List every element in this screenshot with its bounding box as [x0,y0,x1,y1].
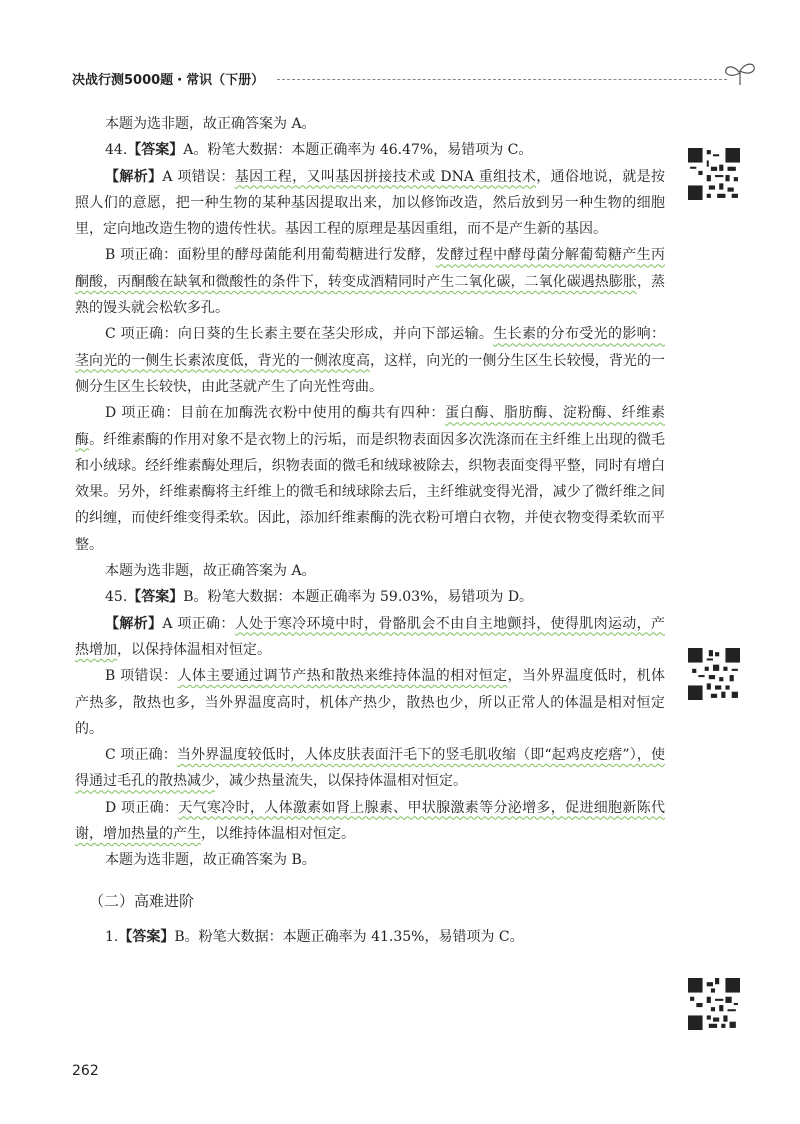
answer-text: B。粉笔大数据：本题正确率为 59.03%，易错项为 D。 [183,589,534,606]
answer-text: B。粉笔大数据：本题正确率为 41.35%，易错项为 C。 [174,928,524,945]
key-point: 人体主要通过调节产热和散热来维持体温的相对恒定 [177,668,508,685]
option-rest: ，通俗地说，就是按照人们的意愿，把一种生物的某种基因提取出来，加以修饰改造，然后放到另一种生物的细胞里，定向地改造生物的遗传性状。基因工程的原理是基因重组，而不是产生新的基因。 [75,168,666,238]
answer-tag: 【答案】 [127,142,184,159]
option-rest: ，以维持体温相对恒定。 [201,826,355,843]
answer-tag: 【答案】 [118,928,175,945]
key-point: 蛋白酶、脂肪酶、淀粉酶、纤维素酶 [75,405,665,448]
option-lead: B 项错误： [105,668,178,685]
option-rest: ，蒸熟的馒头就会松软多孔。 [75,273,666,317]
analysis-45-d [75,795,665,848]
question-number: 44. [105,142,128,159]
header-rule [277,79,727,80]
paragraph [75,558,665,584]
conclusion-text: 本题为选非题，故正确答案为 A。 [105,116,316,132]
analysis-45-a [75,611,665,664]
question-number: 45. [105,589,128,606]
option-rest: ，以保持体温相对恒定。 [117,641,271,658]
analysis-44-c [75,321,665,400]
answer-content [75,111,665,950]
key-point: 基因工程，又叫基因拼接技术或 DNA 重组技术 [234,168,537,185]
qr-code-icon [688,648,740,700]
key-point: 发酵过程中酵母菌分解葡萄糖产生丙酮酸，丙酮酸在缺氧和微酸性的条件下，转变成酒精同时产生二氧化碳，二氧化碳遇热膨胀 [75,247,665,290]
analysis-tag: 【解析】 [105,615,163,632]
section-title: （二）高难进阶 [89,891,195,910]
option-lead: D 项正确：目前在加酶洗衣粉中使用的酶共有四种： [105,405,446,422]
answer-44 [75,137,665,163]
option-rest: 。纤维素酶的作用对象不是衣物上的污垢，而是织物表面因多次洗涤而在主纤维上出现的微毛和小绒球。经纤维素酶处理后，织物表面的微毛和绒球被除去，织物表面变得平整，同时有增白效果。另外，纤维素酶将主纤维上的微毛和绒球除去后，主纤维就变得光滑，减少了微纤维之间的纠缠，而使纤维变得柔软。因此，添加纤维素酶的洗衣粉可增白衣物，并使衣物变得柔软而平整。 [75,431,666,553]
option-lead: C 项正确：向日葵的生长素主要在茎尖形成，并向下部运输。 [105,326,494,343]
header-title: 决战行测5000题・常识（下册） [72,73,265,88]
answer-text: A。粉笔大数据：本题正确率为 46.47%，易错项为 C。 [183,142,533,159]
page-number: 262 [72,1063,99,1079]
option-lead: C 项正确： [105,747,177,764]
option-lead: A 项正确： [162,615,235,632]
page-header [72,67,742,91]
analysis-tag: 【解析】 [105,168,163,185]
qr-code-icon [688,148,740,200]
key-point: 天气寒冷时，人体激素如肾上腺素、甲状腺激素等分泌增多，促进细胞新陈代谢，增加热量的产生 [75,799,665,843]
answer-45 [75,584,665,610]
key-point: 生长素的分布受光的影响：茎向光的一侧生长素浓度低，背光的一侧浓度高 [75,326,665,369]
paragraph [75,847,665,873]
qr-code-icon [688,978,740,1030]
sprout-icon [722,61,758,87]
key-point: 人处于寒冷环境中时，骨骼肌会不由自主地颤抖，使得肌肉运动，产热增加 [75,615,666,658]
answer-1 [75,924,665,950]
conclusion-text: 本题为选非题，故正确答案为 A。 [105,563,316,580]
option-lead: A 项错误： [162,168,235,185]
option-lead: B 项正确：面粉里的酵母菌能利用葡萄糖进行发酵， [105,247,436,264]
analysis-44-b [75,242,665,321]
conclusion-text: 本题为选非题，故正确答案为 B。 [105,852,316,869]
option-rest: ，当外界温度低时，机体产热多，散热也多，当外界温度高时，机体产热少，散热也少，所以正常人的体温是相对恒定的。 [75,668,666,737]
key-point: 当外界温度较低时，人体皮肤表面汗毛下的竖毛肌收缩（即“起鸡皮疙瘩”），使得通过毛孔的散热减少 [75,747,665,790]
option-rest: ，减少热量流失，以保持体温相对恒定。 [215,773,467,790]
question-number: 1. [105,928,119,945]
analysis-44-a [75,164,665,243]
paragraph [75,111,665,137]
analysis-45-c [75,742,665,795]
analysis-44-d [75,400,665,558]
option-rest: ，这样，向光的一侧分生区生长较慢，背光的一侧分生区生长较快，由此茎就产生了向光性弯曲。 [75,352,666,395]
answer-tag: 【答案】 [127,589,184,606]
option-lead: D 项正确： [105,799,179,816]
analysis-45-b [75,663,665,742]
